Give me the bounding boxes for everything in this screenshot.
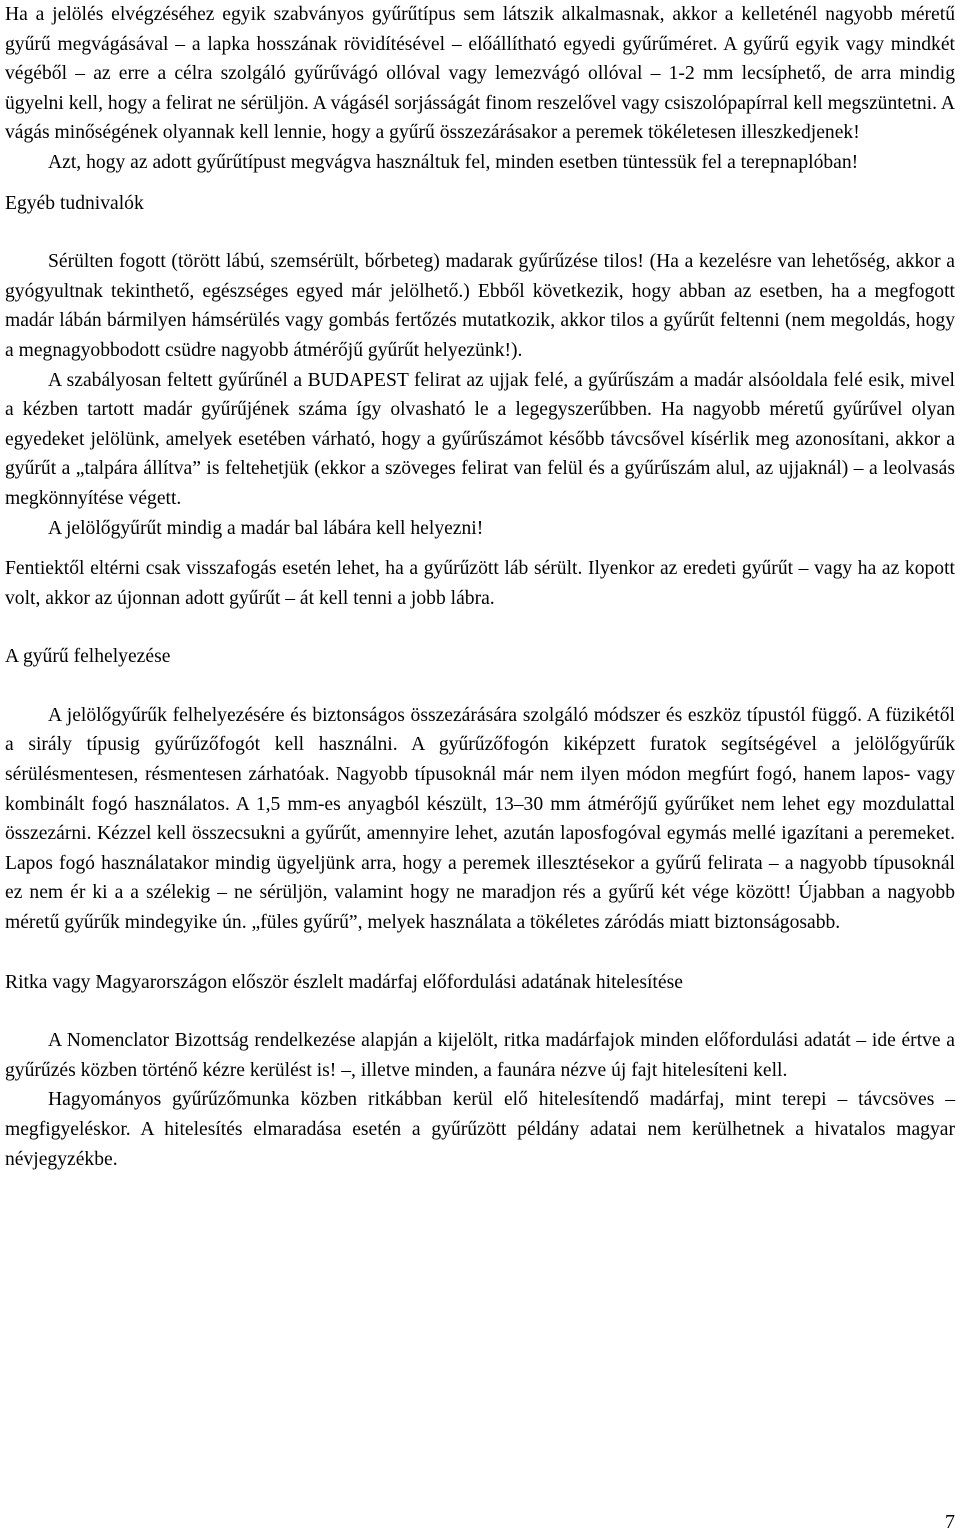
paragraph-nomenclator: A Nomenclator Bizottság rendelkezése alapján a kijelölt, ritka madárfajok minden előfordulási adatát – ide értve a gyűrűzés közben történő kézre kerülést is! –, illetve minden, a faunára nézve új fajt hitelesíteni kell. [5, 1030, 955, 1081]
paragraph-ring-pliers: A jelölőgyűrűk felhelyezésére és biztonságos összezárására szolgáló módszer és eszköz típustól függő. A füzikétől a sirály típusig gyűrűzőfogót kell használni. A gyűrűzőfogón kiképzett furatok segítségével a jelölőgyűrűk sérülésmentesen, résmentesen zárhatóak. Nagyobb típusoknál már nem ilyen módon megfúrt fogó, hanem lapos- vagy kombinált fogó használatos. A 1,5 mm-es anyagból készült, 13–30 mm átmérőjű gyűrűket nem lehet egy mozdulattal összezárni. Kézzel kell összecsukni a gyűrűt, amennyire lehet, azután laposfogóval egymás mellé igazítani a peremeket. Lapos fogó használatakor mindig ügyeljünk arra, hogy a peremek illesztésekor a gyűrű felirata – a nagyobb típusoknál ez nem ér ki a a szélekig – ne sérüljön, valamint hogy ne maradjon rés a gyűrű két vége között! Újabban a nagyobb méretű gyűrűk mindegyike ún. „füles gyűrű”, melyek használata a tökéletes záródás miatt biztonságosabb. [5, 704, 955, 934]
page-number: 7 [945, 1511, 955, 1533]
document-page [5, 0, 955, 1537]
paragraph-ring-orientation: A szabályosan feltett gyűrűnél a BUDAPEST felirat az ujjak felé, a gyűrűszám a madár alsóoldala felé esik, mivel a kézben tartott madár gyűrűjének száma így olvasható le a legegyszerűbben. Ha nagyobb méretű gyűrűvel olyan egyedeket jelölünk, amelyek esetében várható, hogy a gyűrűszámot később távcsővel kísérlik meg azonosítani, akkor a gyűrűt a „talpára állítva” is feltehetjük (ekkor a szöveges felirat van felül és a gyűrűszám alul, az ujjaknál) – a leolvasás megkönnyítése végett. [5, 369, 955, 509]
heading-other-info: Egyéb tudnivalók [5, 192, 144, 214]
paragraph-left-leg: A jelölőgyűrűt mindig a madár bal lábára kell helyezni! [48, 517, 484, 539]
heading-ring-fitting: A gyűrű felhelyezése [5, 646, 171, 668]
heading-rare-species: Ritka vagy Magyarországon először észlelt madárfaj előfordulási adatának hitelesítése [5, 971, 683, 993]
paragraph-logbook-note: Azt, hogy az adott gyűrűtípust megvágva használtuk fel, minden esetben tüntessük fel a terepnaplóban! [48, 151, 859, 173]
paragraph-authentication: Hagyományos gyűrűzőmunka közben ritkábban kerül elő hitelesítendő madárfaj, mint terepi – távcsöves – megfigyeléskor. A hitelesítés elmaradása esetén a gyűrűzött példány adatai nem kerülhetnek a hivatalos magyar névjegyzékbe. [5, 1089, 955, 1170]
paragraph-injured-birds: Sérülten fogott (törött lábú, szemsérült, bőrbeteg) madarak gyűrűzése tilos! (Ha a kezelésre van lehetőség, akkor a gyógyultnak tekinthető, egészséges egyed már jelölhető.) Ebből következik, hogy abban az esetben, ha a megfogott madár lábán bármilyen hámsérülés vagy gombás fertőzés mutatkozik, akkor tilos a gyűrűt feltenni (nem megoldás, hogy a megnagyobbodott csüdre nagyobb átmérőjű gyűrűt helyezünk!). [5, 251, 955, 361]
paragraph-ring-cutting: Ha a jelölés elvégzéséhez egyik szabványos gyűrűtípus sem látszik alkalmasnak, akkor a kelleténél nagyobb méretű gyűrű megvágásával – a lapka hosszának rövidítésével – előállítható egyedi gyűrűméret. A gyűrű egyik vagy mindkét végéből – az erre a célra szolgáló gyűrűvágó ollóval vagy lemezvágó ollóval – 1-2 mm lecsíphető, de arra mindig ügyelni kell, hogy a felirat ne sérüljön. A vágásél sorjásságát finom reszelővel vagy csiszolópapírral kell megszüntetni. A vágás minőségének olyannak kell lennie, hogy a gyűrű összezárásakor a peremek tökéletesen illeszkedjenek! [5, 4, 955, 144]
paragraph-recapture: Fentiektől eltérni csak visszafogás esetén lehet, ha a gyűrűzött láb sérült. Ilyenkor az eredeti gyűrűt – vagy ha az kopott volt, akkor az újonnan adott gyűrűt – át kell tenni a jobb lábra. [5, 558, 955, 609]
